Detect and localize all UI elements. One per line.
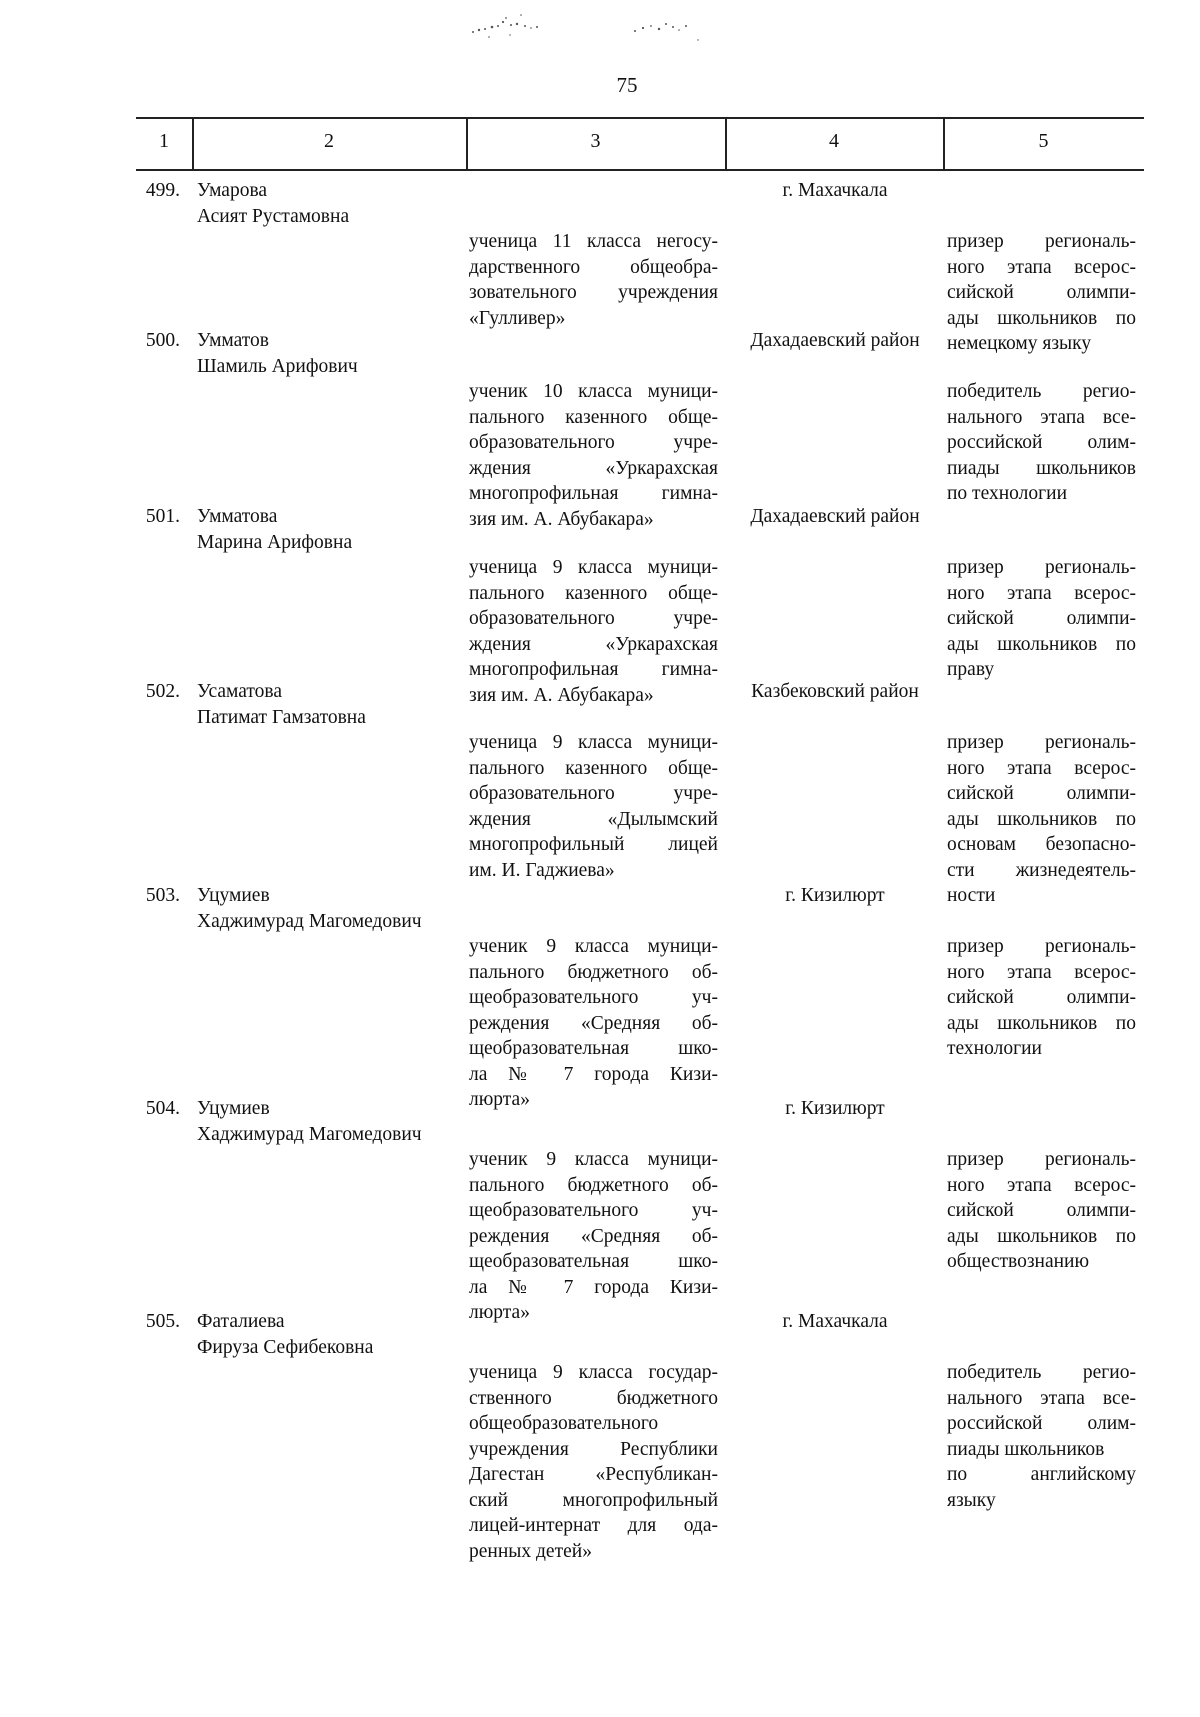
institution: ученица 9 класса государ- ственного бюджетного общеобразовательного учреждения Республики Дагестан «Республикан- ский многопрофильный лицей-интернат для ода- ренных детей» <box>469 1362 718 1562</box>
city: Казбековский район <box>751 681 919 702</box>
institution: ученица 11 класса негосу- дарственного общеобра- зовательного учреждения «Гулливер» <box>469 231 718 329</box>
city: Дахадаевский район <box>750 506 920 527</box>
city: г. Кизилюрт <box>785 1098 885 1119</box>
row-number: 502. <box>145 681 180 702</box>
row-number: 504. <box>145 1098 180 1119</box>
column-header: 4 <box>829 130 839 152</box>
award: победитель регио- нального этапа все- российской олим- пиады школьников по английскому языку <box>947 1362 1136 1511</box>
institution: ученик 10 класса муници- пального казенного обще- образовательного учре- ждения «Уркарахская многопрофильная гимна- зия им. А. Абубакара» <box>469 381 718 530</box>
column-header: 5 <box>1038 130 1049 152</box>
award: призер региональ- ного этапа всерос- сийской олимпи- ады школьников по основам безопасно- сти жизнедеятель- ности <box>947 732 1136 906</box>
award: призер региональ- ного этапа всерос- сийской олимпи- ады школьников по немецкому языку <box>947 231 1136 354</box>
column-header: 2 <box>324 130 334 152</box>
row-number: 501. <box>145 506 180 527</box>
table-top-rule <box>136 117 1144 119</box>
row-number: 499. <box>145 180 180 201</box>
award: призер региональ- ного этапа всерос- сийской олимпи- ады школьников по праву <box>947 557 1136 680</box>
award: призер региональ- ного этапа всерос- сийской олимпи- ады школьников по обществознанию <box>947 1149 1136 1272</box>
student-name: Умарова Асият Рустамовна <box>197 180 350 227</box>
institution: ученица 9 класса муници- пального казенного обще- образовательного учре- ждения «Дылымский многопрофильный лицей им. И. Гаджиева» <box>469 732 718 881</box>
student-name: Умматов Шамиль Арифович <box>197 330 358 377</box>
student-name: Уцумиев Хаджимурад Магомедович <box>197 1098 422 1145</box>
student-name: Фаталиева Фируза Сефибековна <box>197 1311 374 1358</box>
column-header: 1 <box>159 130 169 152</box>
scan-noise <box>465 10 725 48</box>
institution: ученица 9 класса муници- пального казенного обще- образовательного учре- ждения «Уркарахская многопрофильная гимна- зия им. А. Абубакара» <box>469 557 718 706</box>
row-number: 505. <box>145 1311 180 1332</box>
city: г. Махачкала <box>782 180 888 201</box>
student-name: Уцумиев Хаджимурад Магомедович <box>197 885 422 932</box>
institution: ученик 9 класса муници- пального бюджетного об- щеобразовательного уч- реждения «Средняя об- щеобразовательная шко- ла № 7 города Кизи- люрта» <box>469 936 718 1110</box>
institution: ученик 9 класса муници- пального бюджетного об- щеобразовательного уч- реждения «Средняя об- щеобразовательная шко- ла № 7 города Кизи- люрта» <box>469 1149 718 1323</box>
award: призер региональ- ного этапа всерос- сийской олимпи- ады школьников по технологии <box>947 936 1136 1059</box>
student-name: Усаматова Патимат Гамзатовна <box>197 681 366 728</box>
city: Дахадаевский район <box>750 330 920 351</box>
table-header-rule <box>136 169 1144 171</box>
row-number: 503. <box>145 885 180 906</box>
page-number: 75 <box>616 73 638 97</box>
city: г. Кизилюрт <box>785 885 885 906</box>
city: г. Махачкала <box>782 1311 888 1332</box>
column-header: 3 <box>590 130 601 152</box>
student-name: Умматова Марина Арифовна <box>197 506 353 553</box>
row-number: 500. <box>145 330 180 351</box>
award: победитель регио- нального этапа все- российской олим- пиады школьников по технологии <box>947 381 1136 504</box>
